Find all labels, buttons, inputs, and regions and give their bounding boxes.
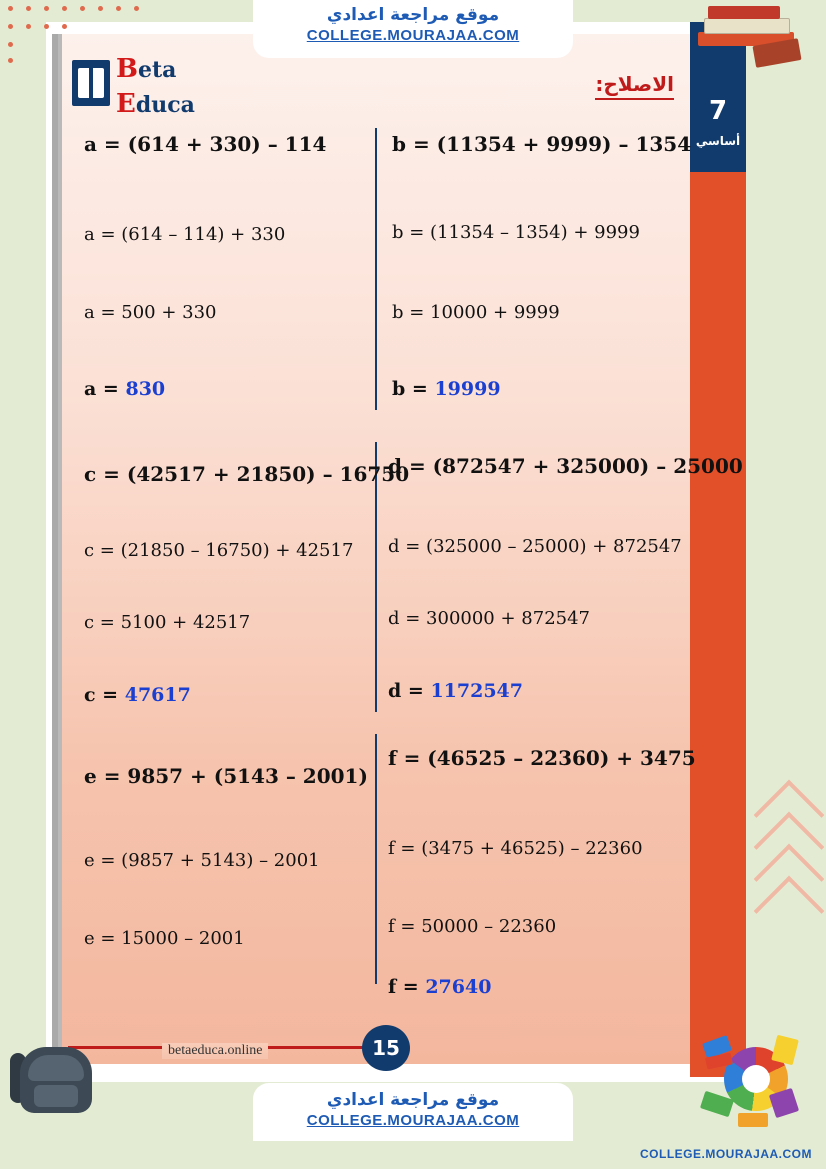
solution-a-line-2: a = (614 – 114) + 330 [84, 224, 286, 245]
solution-block-d [388, 440, 743, 720]
logo-line-1-rest: eta [137, 57, 177, 83]
solution-block-e [84, 732, 384, 992]
solution-d-line-2: d = (325000 – 25000) + 872547 [388, 536, 682, 557]
solution-e-line-3: e = 15000 – 2001 [84, 928, 245, 949]
solution-f-line-2: f = (3475 + 46525) – 22360 [388, 838, 643, 859]
solution-b-line-2: b = (11354 – 1354) + 9999 [392, 222, 640, 243]
bottom-banner-url[interactable]: COLLEGE.MOURAJAA.COM [306, 1112, 520, 1129]
solution-d-result-value: 1172547 [430, 680, 523, 702]
logo-line-1 [116, 52, 195, 87]
books-illustration [694, 6, 804, 66]
solution-a-result [84, 378, 165, 400]
top-banner-url[interactable]: COLLEGE.MOURAJAA.COM [306, 27, 520, 44]
solution-b-line-1: b = (11354 + 9999) – 1354 [392, 132, 692, 156]
solution-b-result-value: 19999 [434, 378, 501, 400]
solution-c-result-value: 47617 [124, 684, 191, 706]
solution-d-line-1: d = (872547 + 325000) – 25000 [388, 454, 743, 478]
education-illustration [702, 1035, 812, 1135]
solution-block-a [84, 126, 374, 416]
solution-c-line-3: c = 5100 + 42517 [84, 612, 251, 633]
solution-a-result-value: 830 [125, 378, 166, 400]
solution-block-b [392, 126, 692, 416]
brand-logo [72, 52, 242, 122]
solution-c-line-1: c = (42517 + 21850) – 16750 [84, 462, 410, 486]
solution-e-line-2: e = (9857 + 5143) – 2001 [84, 850, 320, 871]
solution-c-line-2: c = (21850 – 16750) + 42517 [84, 540, 354, 561]
logo-line-2 [116, 87, 195, 122]
solution-c-result [84, 684, 191, 706]
logo-line-1-cap: B [116, 54, 138, 84]
logo-line-2-rest: duca [135, 92, 195, 118]
chevron-up-icon-group [764, 790, 814, 918]
solution-block-f [388, 732, 696, 1012]
page-number-badge: 15 [362, 1025, 410, 1071]
solution-d-result [388, 680, 523, 702]
solution-a-line-3: a = 500 + 330 [84, 302, 217, 323]
footer-site-text: betaeduca.online [162, 1043, 268, 1059]
solution-f-result [388, 976, 491, 998]
solution-block-c [84, 440, 410, 720]
level-label: أساسي [695, 134, 741, 148]
solution-c-result-prefix: c = [84, 684, 125, 706]
logo-line-2-cap: E [116, 89, 136, 119]
level-sidebar [690, 22, 746, 1077]
solution-d-line-3: d = 300000 + 872547 [388, 608, 590, 629]
solution-f-result-prefix: f = [388, 976, 426, 998]
backpack-illustration [8, 1031, 104, 1117]
solution-e-line-1: e = 9857 + (5143 – 2001) [84, 764, 368, 788]
solution-a-result-prefix: a = [84, 378, 126, 400]
solution-b-result [392, 378, 501, 400]
bottom-banner-title: موقع مراجعة اعدادي [326, 1090, 500, 1110]
solution-f-line-1: f = (46525 – 22360) + 3475 [388, 746, 696, 770]
top-banner-title: موقع مراجعة اعدادي [326, 5, 500, 25]
bottom-banner [253, 1083, 573, 1141]
solution-f-line-3: f = 50000 – 22360 [388, 916, 557, 937]
top-banner [253, 0, 573, 58]
solution-d-result-prefix: d = [388, 680, 431, 702]
correction-heading: الاصلاح: [595, 72, 674, 100]
column-divider-1 [375, 128, 377, 410]
solution-b-result-prefix: b = [392, 378, 435, 400]
book-icon [72, 60, 110, 106]
solution-b-line-3: b = 10000 + 9999 [392, 302, 560, 323]
bottom-right-url[interactable]: COLLEGE.MOURAJAA.COM [640, 1147, 812, 1161]
level-number: 7 [708, 96, 728, 126]
solution-f-result-value: 27640 [425, 976, 492, 998]
solution-a-line-1: a = (614 + 330) – 114 [84, 132, 327, 156]
